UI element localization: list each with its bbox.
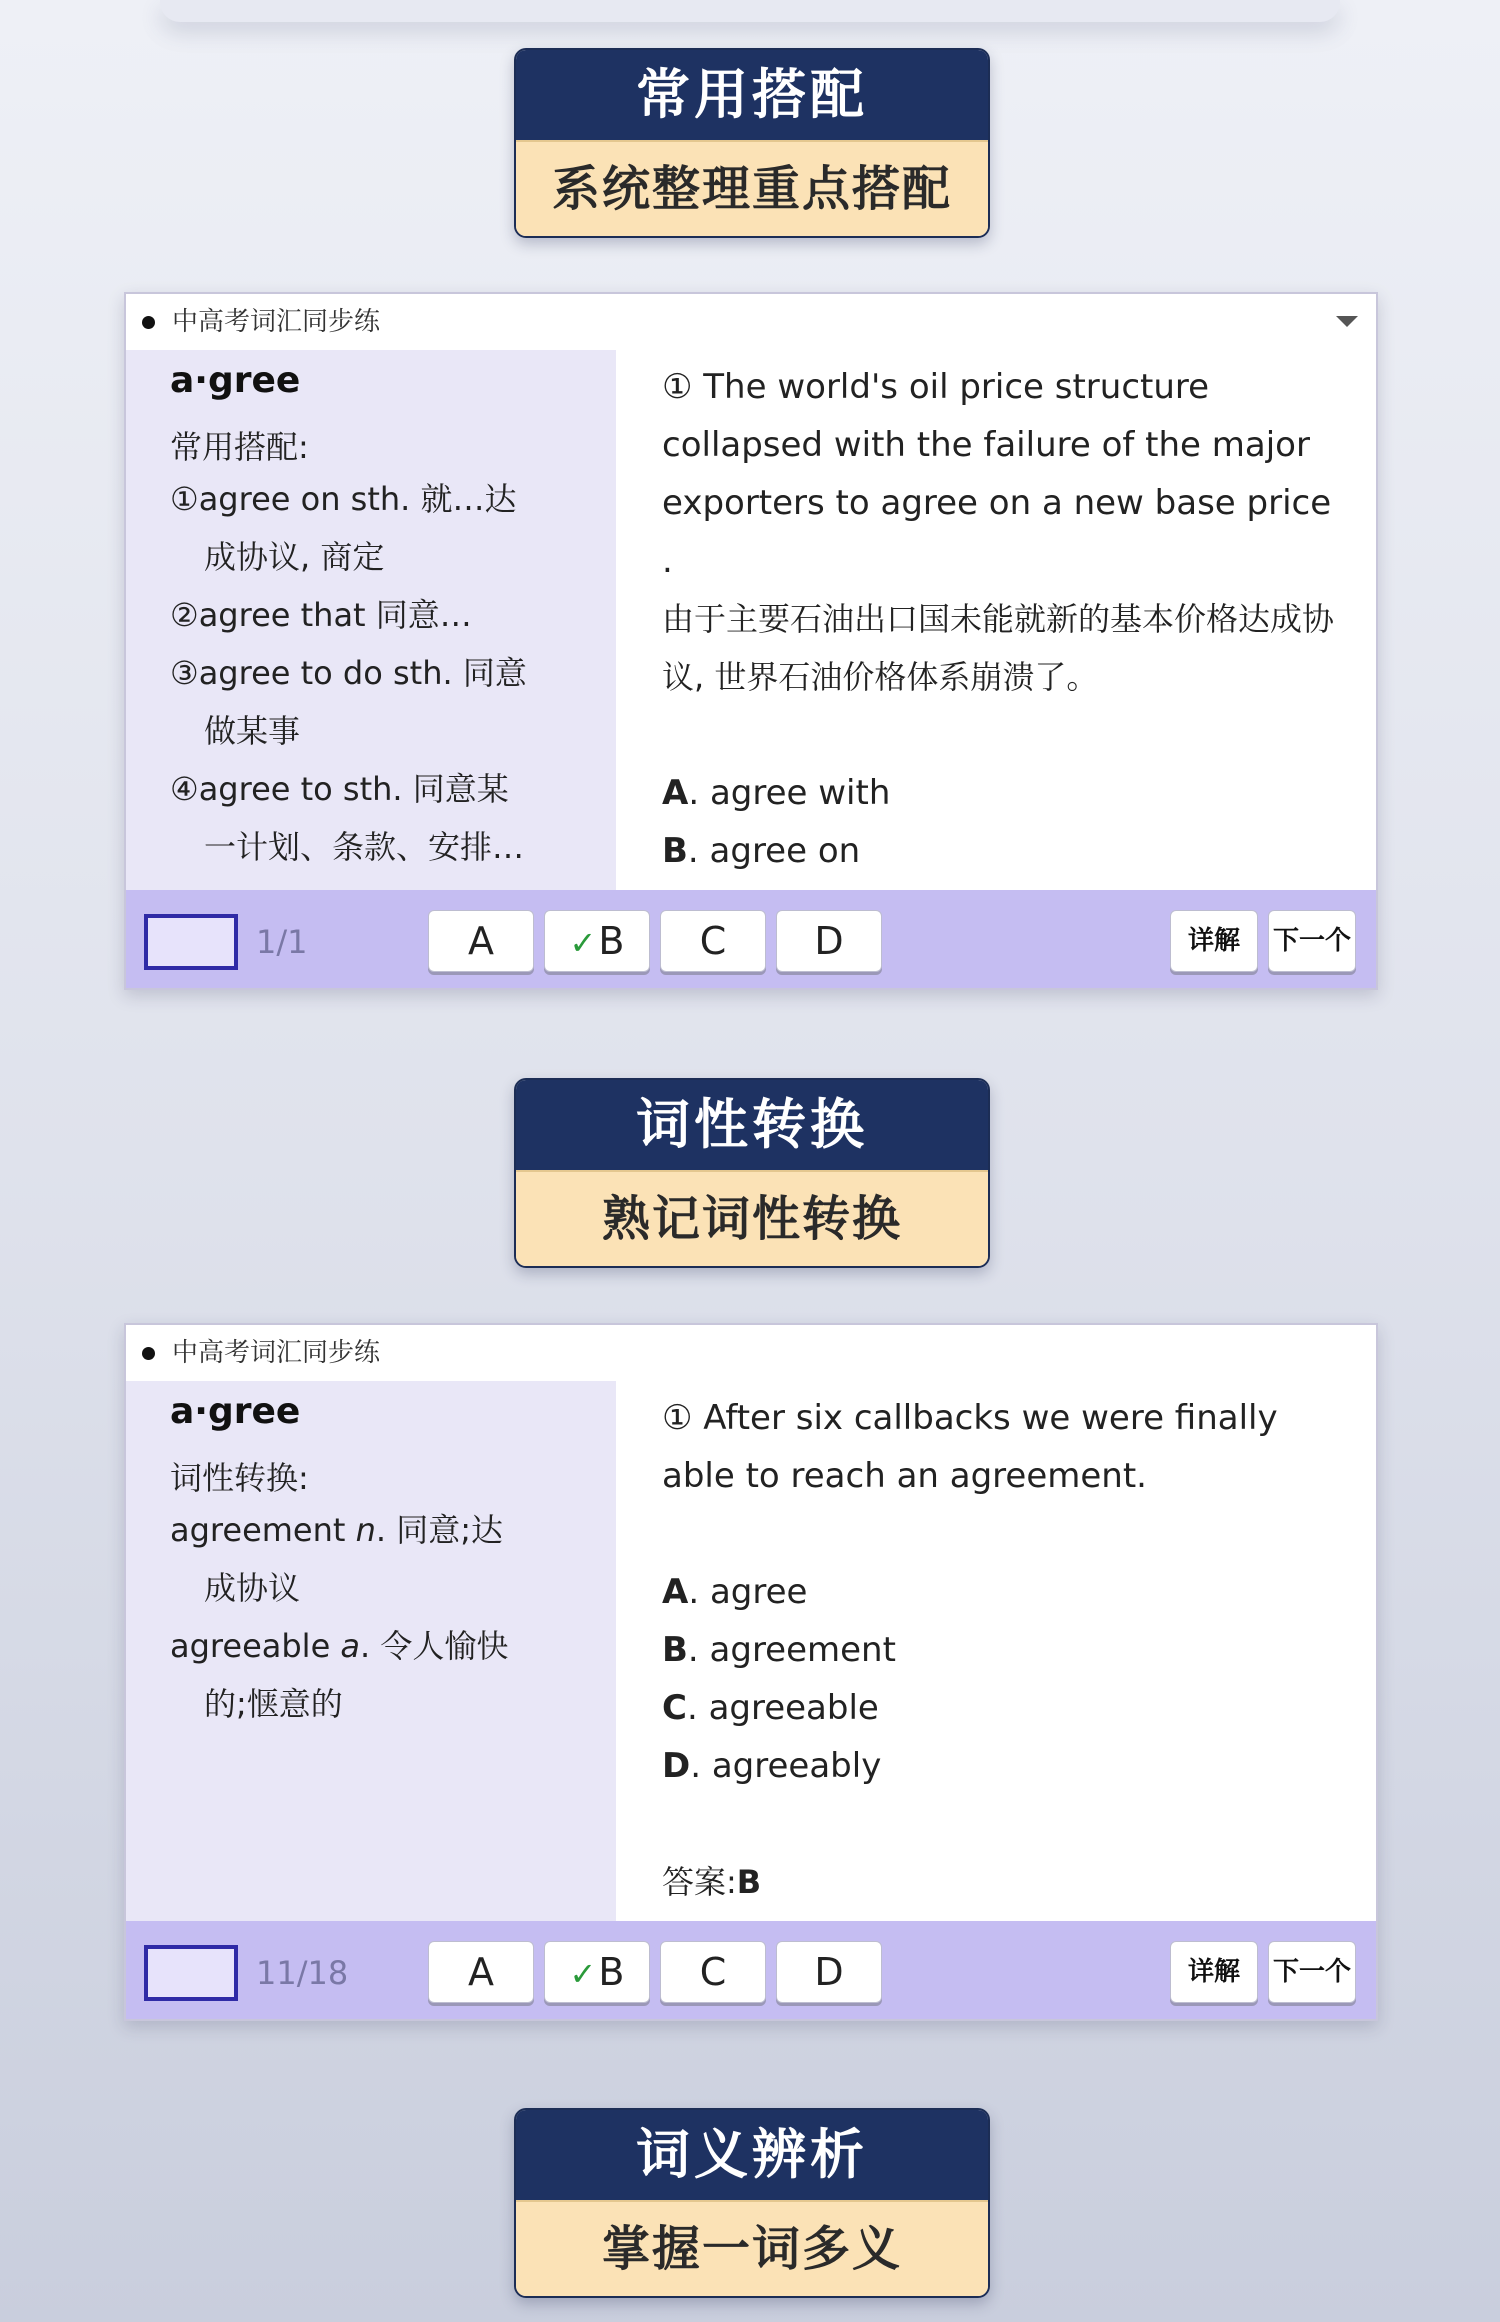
choice-button-d[interactable]: D bbox=[776, 1941, 882, 2003]
section-title: 词性转换 bbox=[516, 1080, 988, 1170]
answer-toolbar bbox=[126, 1921, 1376, 2019]
answer-line: 答案:B bbox=[662, 1863, 762, 1901]
next-button[interactable]: 下一个 bbox=[1268, 1941, 1356, 2003]
choice-button-b[interactable]: ✓B bbox=[544, 910, 650, 972]
checkmark-icon: ✓ bbox=[569, 1955, 597, 1993]
card-header-title: 中高考词汇同步练 bbox=[172, 1338, 381, 1368]
section-subtitle: 系统整理重点搭配 bbox=[516, 140, 988, 236]
option-b: B. agree on bbox=[662, 831, 861, 871]
section-badge-word-forms bbox=[514, 1078, 990, 1268]
next-button[interactable]: 下一个 bbox=[1268, 910, 1356, 972]
headword: a·gree bbox=[170, 360, 301, 401]
option-b: B. agreement bbox=[662, 1630, 896, 1670]
checkmark-icon: ✓ bbox=[569, 924, 597, 962]
section-title: 常用搭配 bbox=[516, 50, 988, 140]
card-header-title: 中高考词汇同步练 bbox=[172, 307, 381, 337]
choice-button-c[interactable]: C bbox=[660, 910, 766, 972]
top-panel-edge bbox=[160, 0, 1340, 22]
list-item: agreeable a. 令人愉快 的;惬意的 bbox=[170, 1627, 509, 1723]
entry-list bbox=[170, 470, 590, 876]
question-counter: 11/18 bbox=[256, 1954, 349, 1992]
list-item: agreement n. 同意;达 成协议 bbox=[170, 1511, 504, 1607]
detail-button[interactable]: 详解 bbox=[1170, 910, 1258, 972]
entry-list bbox=[170, 1501, 590, 1733]
choice-button-b[interactable]: ✓B bbox=[544, 1941, 650, 2003]
question-pane bbox=[662, 1381, 1352, 1925]
option-list bbox=[662, 1563, 1352, 1795]
list-item: ③agree to do sth. 同意 做某事 bbox=[170, 654, 527, 750]
question-pane bbox=[662, 350, 1352, 894]
option-list bbox=[662, 764, 1352, 880]
option-a: A. agree bbox=[662, 1572, 808, 1612]
option-c: C. agreeable bbox=[662, 1688, 879, 1728]
list-item: ②agree that 同意… bbox=[170, 596, 472, 634]
section-subtitle: 熟记词性转换 bbox=[516, 1170, 988, 1266]
list-item: ④agree to sth. 同意某 一计划、条款、安排… bbox=[170, 770, 525, 866]
answer-input[interactable] bbox=[144, 914, 238, 970]
question-translation: 由于主要石油出口国未能就新的基本价格达成协议, 世界石油价格体系崩溃了。 bbox=[662, 600, 1335, 696]
word-definition-pane bbox=[126, 350, 616, 894]
exercise-card-word-forms bbox=[124, 1323, 1378, 2021]
exercise-card-collocations bbox=[124, 292, 1378, 990]
bullet-dot-icon bbox=[142, 1347, 155, 1360]
option-d: D. agreeably bbox=[662, 1746, 882, 1786]
answer-input[interactable] bbox=[144, 1945, 238, 2001]
answer-toolbar bbox=[126, 890, 1376, 988]
question-counter: 1/1 bbox=[256, 923, 308, 961]
section-title: 词义辨析 bbox=[516, 2110, 988, 2200]
question-sentence: ① After six callbacks we were finally able to reach an agreement. bbox=[662, 1398, 1278, 1496]
card-header bbox=[126, 294, 1376, 350]
definition-section-label: 词性转换: bbox=[170, 1459, 309, 1497]
list-item: ①agree on sth. 就…达 成协议, 商定 bbox=[170, 480, 517, 576]
dropdown-arrow-icon[interactable] bbox=[1336, 316, 1358, 327]
section-badge-word-meanings bbox=[514, 2108, 990, 2298]
choice-button-a[interactable]: A bbox=[428, 1941, 534, 2003]
word-definition-pane bbox=[126, 1381, 616, 1925]
detail-button[interactable]: 详解 bbox=[1170, 1941, 1258, 2003]
choice-button-c[interactable]: C bbox=[660, 1941, 766, 2003]
card-header bbox=[126, 1325, 1376, 1381]
section-subtitle: 掌握一词多义 bbox=[516, 2200, 988, 2296]
bullet-dot-icon bbox=[142, 316, 155, 329]
choice-button-d[interactable]: D bbox=[776, 910, 882, 972]
headword: a·gree bbox=[170, 1391, 301, 1432]
question-sentence: ① The world's oil price structure collapsed with the failure of the major exporters to agree on a new base price . bbox=[662, 367, 1332, 581]
choice-button-a[interactable]: A bbox=[428, 910, 534, 972]
definition-section-label: 常用搭配: bbox=[170, 428, 309, 466]
option-a: A. agree with bbox=[662, 773, 891, 813]
section-badge-collocations bbox=[514, 48, 990, 238]
